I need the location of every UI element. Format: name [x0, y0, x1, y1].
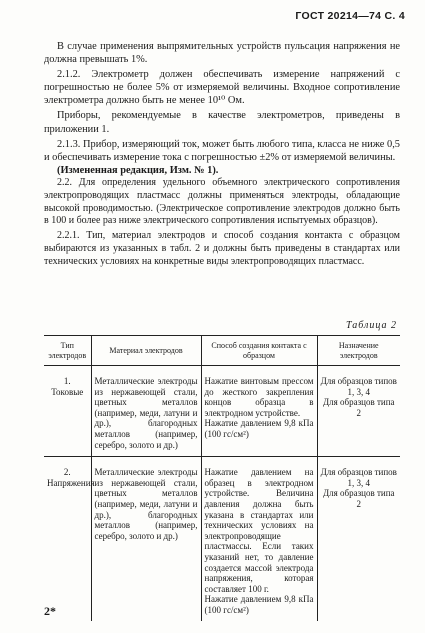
column-header: Способ создания контакта с образцом — [201, 336, 317, 366]
page-header: ГОСТ 20214—74 С. 4 — [295, 10, 405, 22]
table-header-row — [44, 336, 400, 366]
cell-material: Металлические электроды из нержавеющей стали, цветных металлов (например, меди, латуни и др.), благородных металлов (например, серебро, золото и др.) — [91, 366, 201, 457]
cell-purpose: Для образцов типов 1, 3, 4 Для образцов типа 2 — [317, 366, 400, 457]
page-number: 2* — [44, 604, 56, 618]
paragraph: Приборы, рекомендуемые в качестве электрометров, приведены в приложении 1. — [44, 110, 400, 135]
paragraph: 2.2. Для определения удельного объемного электрического сопротивления электропроводящих пластмасс должны применяться электроды, обладающие высокой проводимостью. (Электрическое сопротивление электродов должно быть в 100 и более раз ниже электрического сопротивления испытуемых образцов). — [44, 176, 400, 227]
paragraph: В случае применения выпрямительных устройств пульсация напряжения не должна превышать 1%. — [44, 41, 400, 66]
cell-purpose: Для образцов типов 1, 3, 4 Для образцов типа 2 — [317, 457, 400, 622]
paragraph: 2.2.1. Тип, материал электродов и способ создания контакта с образцом выбираются из указанных в табл. 2 и должны быть приведены в стандартах или технических условиях на конкретные виды электропроводящих пластмасс. — [44, 230, 400, 267]
body-text — [44, 40, 400, 269]
paragraph: 2.1.3. Прибор, измеряющий ток, может быть любого типа, класса не ниже 0,5 и обеспечивать измерение тока с погрешностью ±2% от измеряемой величины. — [44, 138, 400, 163]
cell-method: Нажатие давлением на образец в электродном устройстве. Величина давления должна быть указана в стандартах или технических условиях на электропроводящие пластмассы. Если таких указаний нет, то давление создается массой электрода напряжения, которая составляет 100 г. Нажатие давлением 9,8 кПа (100 гс/см²) — [201, 457, 317, 622]
column-header: Назначение электродов — [317, 336, 400, 366]
paragraph: 2.1.2. Электрометр должен обеспечивать измерение напряжений с погрешностью не более 5% от измеряемой величины. Входное сопротивление электрометра должно быть не менее 10¹⁰ Ом. — [44, 69, 400, 107]
cell-type: 2. Напряжения — [44, 457, 91, 622]
table-row — [44, 366, 400, 457]
electrodes-table — [44, 335, 400, 621]
column-header: Тип электродов — [44, 336, 91, 366]
cell-material: Металлические электроды из нержавеющей стали, цветных металлов (например, меди, латуни и др.), благородных металлов (например, серебро, золото и др.) — [91, 457, 201, 622]
table-caption: Таблица 2 — [346, 320, 397, 331]
column-header: Материал электродов — [91, 336, 201, 366]
table-row — [44, 457, 400, 622]
amendment-note: (Измененная редакция, Изм. № 1). — [57, 164, 219, 176]
cell-type: 1. Токовые — [51, 376, 84, 397]
cell-method: Нажатие винтовым прессом до жесткого закрепления концов образца в электродном устройстве. Нажатие давлением 9,8 кПа (100 гс/см²) — [201, 366, 317, 457]
